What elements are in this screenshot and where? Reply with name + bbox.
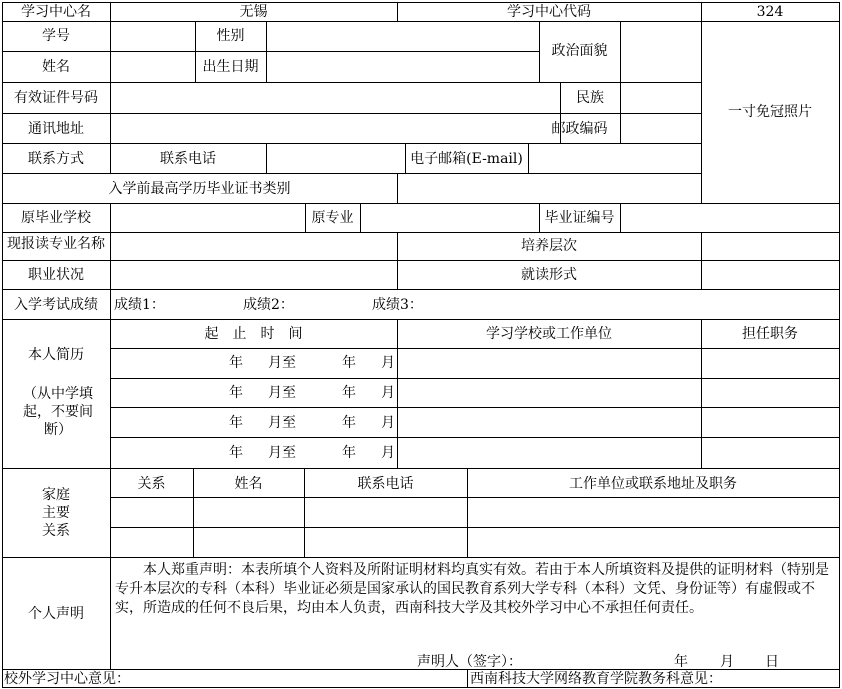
vline	[266, 21, 267, 83]
vline	[397, 173, 398, 204]
hline	[110, 437, 840, 438]
hline	[2, 82, 702, 83]
duty-header: 担任职务	[742, 326, 798, 342]
hline	[2, 289, 840, 290]
resume-row-1-month-from: 月至	[268, 355, 296, 371]
resume-row-3-year-to: 年	[342, 415, 356, 431]
resume-row-3-month-from: 月至	[268, 415, 296, 431]
hline	[2, 21, 840, 22]
hline	[110, 527, 840, 528]
sign-day: 日	[765, 654, 779, 670]
photo-placeholder: 一寸免冠照片	[728, 104, 812, 120]
hline	[2, 687, 840, 688]
address-label: 通讯地址	[28, 121, 84, 137]
hline	[2, 173, 702, 174]
family-label-1: 家庭	[42, 487, 70, 503]
score3-label: 成绩3：	[372, 297, 423, 313]
center-code-value: 324	[756, 4, 784, 20]
birth-label: 出生日期	[202, 59, 259, 75]
study-mode-label: 就读形式	[521, 267, 577, 283]
vline	[620, 203, 621, 233]
student-no-label: 学号	[42, 28, 70, 44]
declaration-label: 个人声明	[28, 606, 84, 622]
center-name-value: 无锡	[239, 4, 268, 20]
hline	[2, 260, 840, 261]
cert-no-label: 毕业证编号	[544, 210, 615, 226]
resume-row-2-month-from: 月至	[268, 385, 296, 401]
hline	[2, 2, 840, 3]
political-label: 政治面貌	[551, 43, 608, 59]
period-header: 起 止 时 间	[204, 326, 303, 342]
exam-label: 入学考试成绩	[14, 297, 98, 313]
name-label: 姓名	[42, 59, 70, 75]
resume-row-4-year-to: 年	[342, 445, 356, 461]
center-opinion-label: 校外学习中心意见：	[4, 671, 130, 687]
ethnicity-label: 民族	[576, 90, 604, 106]
hline	[110, 378, 840, 379]
resume-row-2-year-to: 年	[342, 385, 356, 401]
resume-row-2-year-from: 年	[229, 385, 243, 401]
contact-label: 联系方式	[28, 151, 84, 167]
level-label: 培养层次	[521, 238, 577, 254]
orig-school-label: 原毕业学校	[21, 210, 91, 226]
family-phone-header: 联系电话	[357, 476, 414, 492]
hline	[2, 319, 840, 320]
email-label: 电子邮箱(E-mail)	[410, 151, 523, 167]
score2-label: 成绩2：	[243, 297, 294, 313]
resume-row-4-month-from: 月至	[268, 445, 296, 461]
signer-label: 声明人（签字）：	[417, 654, 522, 670]
job-status-label: 职业状况	[28, 267, 84, 283]
hline	[2, 468, 840, 469]
vline	[467, 669, 468, 688]
family-name-header: 姓名	[234, 476, 263, 492]
resume-note: （从中学填起，不要间断）	[23, 386, 93, 438]
vline	[701, 2, 702, 204]
family-relation-header: 关系	[137, 476, 166, 492]
center-code-label: 学习中心代码	[507, 4, 591, 20]
hline	[2, 557, 840, 558]
hline	[2, 232, 840, 233]
vline	[110, 2, 111, 174]
hline	[2, 143, 702, 144]
resume-row-1-month-to: 月	[381, 355, 395, 371]
orig-major-label: 原专业	[311, 210, 354, 226]
resume-row-3-month-to: 月	[381, 415, 395, 431]
center-name-label: 学习中心名	[21, 4, 91, 20]
id-no-label: 有效证件号码	[14, 90, 98, 106]
hline	[110, 497, 840, 498]
vline	[110, 203, 111, 669]
phone-label: 联系电话	[160, 151, 216, 167]
unit-header: 学习学校或工作单位	[486, 326, 612, 342]
vline	[528, 143, 529, 174]
family-work-header: 工作单位或联系地址及职务	[569, 476, 737, 492]
hline	[2, 51, 539, 52]
postal-label: 邮政编码	[551, 121, 608, 137]
resume-row-2-month-to: 月	[381, 385, 395, 401]
vline	[620, 21, 621, 144]
resume-row-4-year-from: 年	[229, 445, 243, 461]
family-label-3: 关系	[42, 523, 70, 539]
hline	[110, 348, 840, 349]
family-label-2: 主要	[42, 505, 70, 521]
hline	[110, 407, 840, 408]
hline	[2, 113, 702, 114]
resume-row-4-month-to: 月	[381, 445, 395, 461]
vline	[701, 232, 702, 290]
resume-row-3-year-from: 年	[229, 415, 243, 431]
resume-row-1-year-to: 年	[342, 355, 356, 371]
sign-month: 月	[720, 654, 734, 670]
vline	[360, 203, 361, 233]
prior-cert-label: 入学前最高学历毕业证书类别	[108, 181, 291, 197]
vline	[266, 143, 267, 174]
declaration-text: 本人郑重声明：本表所填个人资料及所附证明材料均真实有效。若由于本人所填资料及提供的证明材料（特别是专升本层次的专科（本科）毕业证必须是国家承认的国民教育系列大学专科（本科）文凭、身份证等）有虚假或不实，所造成的任何不良后果，均由本人负责，西南科技大学及其校外学习中心不承担任何责任。	[115, 562, 829, 616]
sign-year: 年	[674, 654, 688, 670]
resume-label: 本人简历	[28, 347, 84, 363]
gender-label: 性别	[216, 28, 245, 44]
hline	[2, 203, 840, 204]
score1-label: 成绩1：	[114, 297, 165, 313]
current-major-label: 现报读专业名称	[7, 236, 105, 252]
resume-row-1-year-from: 年	[229, 355, 243, 371]
college-opinion-label: 西南科技大学网络教育学院教务科意见：	[470, 671, 722, 687]
vline	[839, 2, 840, 688]
